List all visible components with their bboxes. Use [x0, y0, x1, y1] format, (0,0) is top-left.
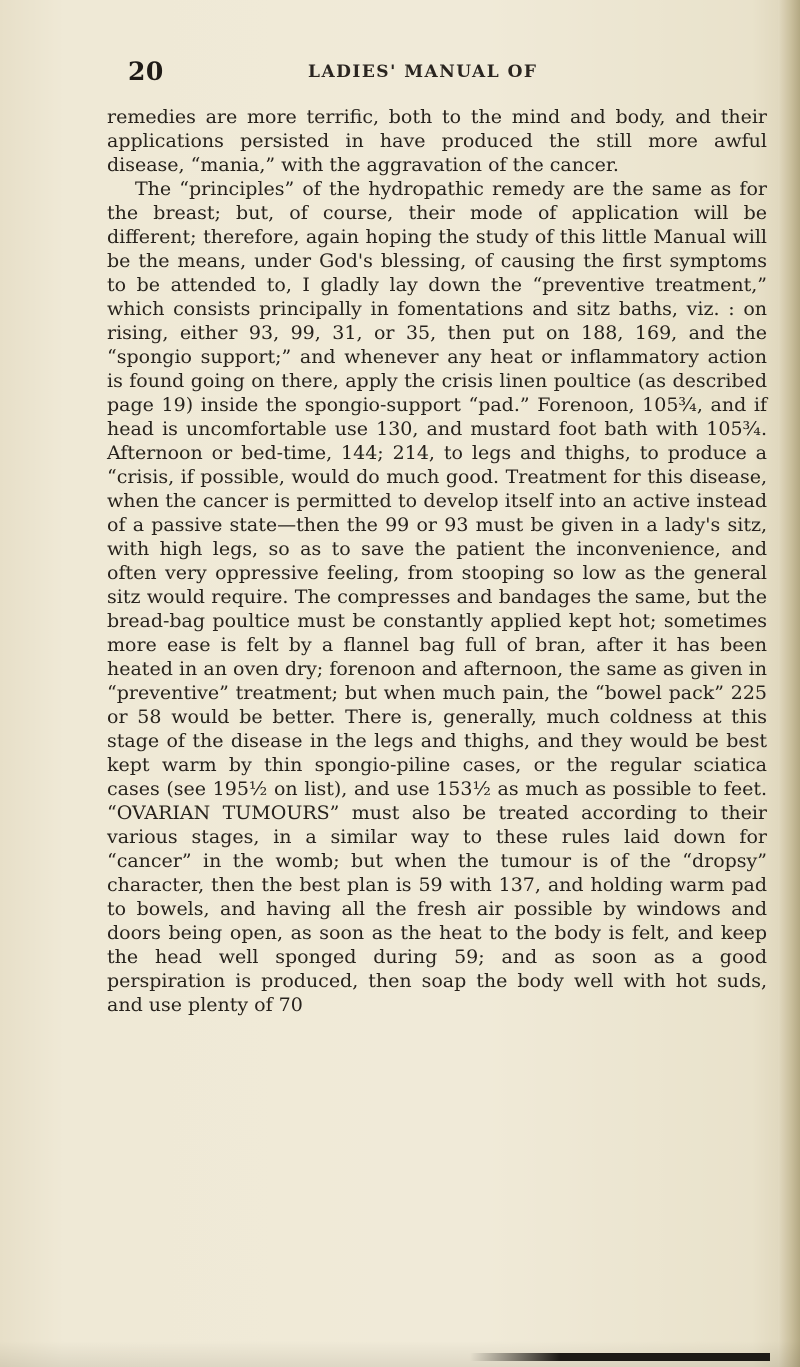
body-text: [107, 105, 767, 1017]
paragraph-principles: The “principles” of the hydropathic remedy are the same as for the breast; but, of course, their mode of application will be different; therefore, again hoping the study of this little Manual will be the means, under God's blessing, of causing the first symptoms to be attended to, I gladly lay down the “preventive treatment,” which consists principally in fomentations and sitz baths, viz. : on rising, either 93, 99, 31, or 35, then put on 188, 169, and the “spongio support;” and whenever any heat or inflammatory action is found going on there, apply the crisis linen poultice (as described page 19) inside the spongio-support “pad.” Forenoon, 105¾, and if head is uncomfortable use 130, and mustard foot bath with 105¾. Afternoon or bed-time, 144; 214, to legs and thighs, to produce a “crisis, if possible, would do much good. Treatment for this disease, when the cancer is permitted to develop itself into an active instead of a passive state—then the 99 or 93 must be given in a lady's sitz, with high legs, so as to save the patient the inconvenience, and often very oppressive feeling, from stooping so low as the general sitz would require. The compresses and bandages the same, but the bread-bag poultice must be constantly applied kept hot; sometimes more ease is felt by a flannel bag full of bran, after it has been heated in an oven dry; forenoon and afternoon, the same as given in “preventive” treatment; but when much pain, the “bowel pack” 225 or 58 would be better. There is, generally, much coldness at this stage of the disease in the legs and thighs, and they would be best kept warm by thin spongio-piline cases, or the regular sciatica cases (see 195½ on list), and use 153½ as much as possible to feet. “OVARIAN TUMOURS” must also be treated according to their various stages, in a similar way to these rules laid down for “cancer” in the womb; but when the tumour is of the “dropsy” character, then the best plan is 59 with 137, and holding warm pad to bowels, and having all the fresh air possible by windows and doors being open, as soon as the heat to the body is felt, and keep the head well sponged during 59; and as soon as a good perspiration is produced, then soap the body well with hot suds, and use plenty of 70: [107, 178, 767, 1016]
page-header: [128, 57, 728, 87]
page-edge-shadow: [778, 0, 800, 1367]
scan-edge-bar: [470, 1353, 770, 1361]
paragraph-continued: remedies are more terrific, both to the mind and body, and their applications persisted in have produced the still more awful disease, “mania,” with the aggravation of the cancer.: [107, 106, 767, 176]
running-head: LADIES' MANUAL OF: [308, 62, 538, 82]
page-number: 20: [128, 57, 164, 86]
